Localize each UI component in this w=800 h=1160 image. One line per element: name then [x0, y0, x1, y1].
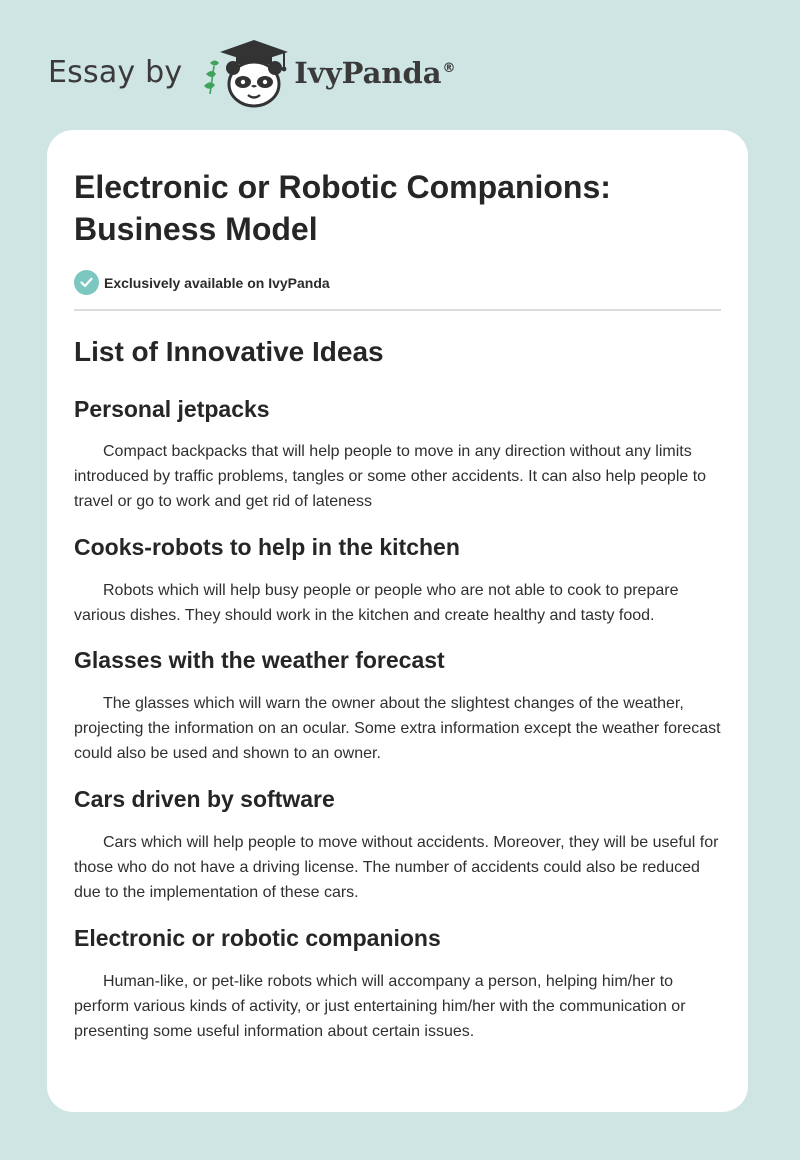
idea-paragraph-cooks-robots [74, 578, 721, 628]
brand-header[interactable] [48, 36, 456, 108]
article-card [47, 130, 748, 1112]
idea-heading-weather-glasses: Glasses with the weather forecast [74, 647, 445, 673]
paragraph-line: to travel or go to work and get rid of lateness [74, 468, 707, 510]
paragraph-line: Compact backpacks that will help people to move in any direction without any limits [103, 443, 692, 460]
brand-name [294, 56, 455, 90]
section-title: List of Innovative Ideas [74, 336, 384, 367]
registered-mark: ® [442, 61, 456, 77]
exclusive-notice [74, 270, 721, 295]
idea-heading-companions: Electronic or robotic companions [74, 925, 441, 951]
paragraph-line: presenting some useful information about certain issues. [74, 1023, 475, 1040]
idea-heading-jetpacks: Personal jetpacks [74, 396, 270, 422]
idea-paragraph-weather-glasses [74, 691, 721, 766]
paragraph-line: Cars which will help people to move without accidents. Moreover, they will be useful [103, 834, 696, 851]
article-title-line1: Electronic or Robotic Companions: [74, 169, 611, 205]
idea-heading-software-cars: Cars driven by software [74, 786, 335, 812]
paragraph-line: for those who do not have a driving license. The number of accidents could also be [74, 834, 719, 876]
idea-paragraph-jetpacks [74, 439, 721, 514]
panda-graduate-logo-icon [196, 36, 292, 108]
paragraph-line: various dishes. They should work in the kitchen and create healthy and tasty food. [74, 607, 655, 624]
paragraph-line: forecast could also be used and shown to an owner. [74, 720, 721, 762]
paragraph-line: introduced by traffic problems, tangles or some other accidents. It can also help people [74, 468, 689, 485]
paragraph-line: The glasses which will warn the owner about the slightest changes of the weather, [103, 695, 684, 712]
paragraph-line: Robots which will help busy people or people who are not able to cook to prepare [103, 582, 679, 599]
brand-name-text: IvyPanda [294, 56, 442, 90]
article-title-line2: Business Model [74, 211, 318, 247]
check-badge-icon [74, 270, 99, 295]
paragraph-line: perform various kinds of activity, or just entertaining him/her with the communication or [74, 998, 686, 1015]
brand-prefix: Essay by [48, 54, 183, 90]
idea-heading-cooks-robots: Cooks-robots to help in the kitchen [74, 534, 460, 560]
title-divider [74, 309, 721, 311]
idea-paragraph-software-cars [74, 830, 721, 905]
article-title [74, 166, 721, 250]
paragraph-line: Human-like, or pet-like robots which will accompany a person, helping him/her to [103, 973, 674, 990]
paragraph-line: reduced due to the implementation of these cars. [74, 859, 700, 901]
exclusive-label: Exclusively available on IvyPanda [104, 274, 330, 291]
paragraph-line: projecting the information on an ocular. Some extra information except the weather [74, 720, 660, 737]
idea-paragraph-companions [74, 969, 721, 1044]
